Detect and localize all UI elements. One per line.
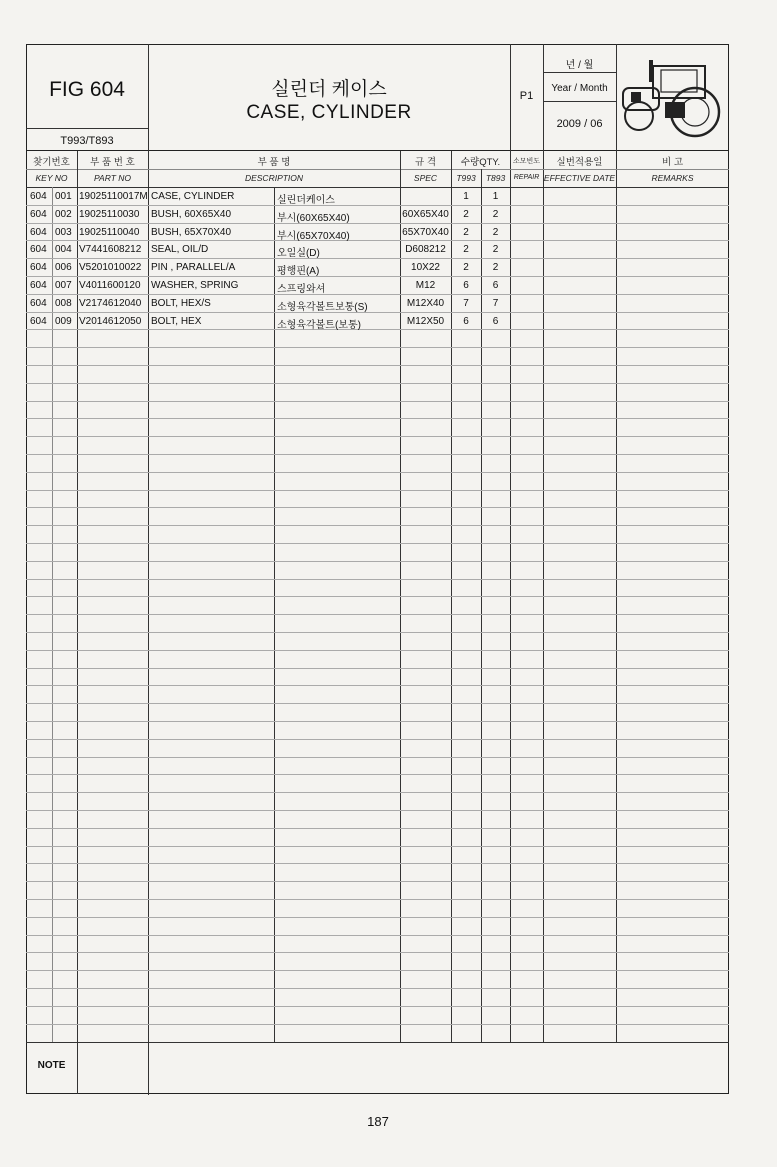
table-row bbox=[26, 242, 729, 260]
cell-q1: 2 bbox=[463, 226, 469, 238]
cell-q1: 2 bbox=[463, 262, 469, 274]
col-qty-ko: 수량QTY. bbox=[460, 157, 501, 168]
col-key-en: KEY NO bbox=[35, 173, 68, 183]
cell-q1: 7 bbox=[463, 297, 469, 309]
cell-fig: 604 bbox=[30, 315, 47, 327]
col-repair-ko: 소모빈도 bbox=[512, 158, 541, 165]
col-repair-en: REPAIR bbox=[513, 174, 540, 181]
col-qty-t993: T993 bbox=[456, 173, 476, 183]
row-rule bbox=[26, 792, 729, 793]
cell-key: 002 bbox=[55, 208, 72, 220]
row-rule bbox=[26, 525, 729, 526]
row-rule bbox=[26, 579, 729, 580]
cell-fig: 604 bbox=[30, 208, 47, 220]
cell-spec: 65X70X40 bbox=[402, 226, 449, 238]
table-row bbox=[26, 225, 729, 243]
col-remarks-ko: 비 고 bbox=[662, 157, 683, 168]
cell-part: V4011600120 bbox=[79, 280, 141, 291]
cell-spec: 10X22 bbox=[411, 262, 440, 274]
cell-ko: 실린더케이스 bbox=[277, 195, 335, 206]
cell-ko: 스프링와셔 bbox=[277, 284, 326, 295]
cell-spec: 60X65X40 bbox=[402, 208, 449, 220]
cell-part: 19025110017M bbox=[79, 191, 148, 202]
row-rule bbox=[26, 454, 729, 455]
col-effective-en: EFFECTIVE DATE bbox=[543, 173, 616, 183]
col-part-en: PART NO bbox=[94, 173, 131, 183]
col-key-ko: 찾기번호 bbox=[33, 157, 70, 168]
row-rule bbox=[26, 828, 729, 829]
table-row bbox=[26, 278, 729, 296]
table-row bbox=[26, 260, 729, 278]
cell-en: SEAL, OIL/D bbox=[151, 244, 209, 256]
year-month-label-ko: 년 / 월 bbox=[565, 60, 594, 71]
cell-part: V2174612040 bbox=[79, 297, 142, 309]
cell-ko: 소형육각볼트(보통) bbox=[277, 319, 361, 331]
figure-number: FIG 604 bbox=[49, 78, 125, 101]
col-spec-en: SPEC bbox=[413, 173, 438, 183]
cell-fig: 604 bbox=[30, 191, 47, 202]
row-rule bbox=[26, 472, 729, 473]
row-rule bbox=[26, 543, 729, 544]
cell-en: BUSH, 65X70X40 bbox=[151, 226, 232, 238]
cell-ko: 소형육각볼트보통(S) bbox=[277, 301, 368, 313]
title-english: CASE, CYLINDER bbox=[246, 102, 412, 123]
note-label: NOTE bbox=[37, 1060, 66, 1071]
row-rule bbox=[26, 917, 729, 918]
page-code: P1 bbox=[519, 90, 534, 102]
cell-q2: 2 bbox=[492, 244, 499, 256]
cell-ko: 부시(65X70X40) bbox=[277, 230, 350, 242]
cell-q1: 2 bbox=[463, 208, 469, 220]
cell-en: PIN , PARALLEL/A bbox=[151, 262, 236, 274]
cell-q2: 2 bbox=[492, 262, 499, 274]
row-rule bbox=[26, 418, 729, 419]
col-spec-ko: 규 격 bbox=[415, 157, 436, 168]
row-rule bbox=[26, 632, 729, 633]
cell-part: V5201010022 bbox=[79, 262, 142, 274]
cell-q2: 2 bbox=[492, 208, 499, 220]
cell-q1: 2 bbox=[463, 244, 469, 256]
tractor-icon bbox=[617, 46, 727, 148]
year-month-label-en: Year / Month bbox=[551, 83, 608, 94]
row-rule bbox=[26, 614, 729, 615]
cell-key: 004 bbox=[55, 244, 72, 256]
row-rule bbox=[26, 952, 729, 953]
cell-fig: 604 bbox=[30, 244, 47, 256]
row-rule bbox=[26, 774, 729, 775]
cell-spec: M12X50 bbox=[406, 315, 445, 327]
row-rule bbox=[26, 757, 729, 758]
col-effective-ko: 실번적용일 bbox=[556, 157, 603, 168]
cell-en: CASE, CYLINDER bbox=[151, 191, 235, 202]
row-rule bbox=[26, 668, 729, 669]
table-row bbox=[26, 207, 729, 225]
row-rule bbox=[26, 650, 729, 651]
cell-fig: 604 bbox=[30, 226, 47, 238]
row-rule bbox=[26, 685, 729, 686]
cell-fig: 604 bbox=[30, 297, 47, 309]
row-rule bbox=[26, 561, 729, 562]
cell-key: 008 bbox=[55, 297, 72, 309]
cell-key: 007 bbox=[55, 280, 72, 291]
col-desc-en: DESCRIPTION bbox=[244, 173, 304, 183]
row-rule bbox=[26, 596, 729, 597]
page-number: 187 bbox=[367, 1114, 389, 1129]
cell-en: WASHER, SPRING bbox=[151, 280, 239, 291]
cell-part: 19025110040 bbox=[79, 226, 140, 238]
col-part-ko: 부 품 번 호 bbox=[90, 157, 135, 168]
cell-ko: 평행핀(A) bbox=[277, 266, 320, 278]
title-korean: 실린더 케이스 bbox=[271, 79, 387, 100]
cell-en: BUSH, 60X65X40 bbox=[151, 208, 232, 220]
row-rule bbox=[26, 846, 729, 847]
row-rule bbox=[26, 988, 729, 989]
col-desc-ko: 부 품 명 bbox=[257, 157, 291, 168]
cell-part: V7441608212 bbox=[79, 244, 142, 256]
row-rule bbox=[26, 935, 729, 936]
row-rule bbox=[26, 1024, 729, 1025]
row-rule bbox=[26, 703, 729, 704]
cell-en: BOLT, HEX/S bbox=[151, 297, 211, 309]
cell-ko: 오일실(D) bbox=[277, 248, 320, 260]
cell-q1: 6 bbox=[463, 315, 469, 327]
row-rule bbox=[26, 490, 729, 491]
cell-fig: 604 bbox=[30, 280, 47, 291]
cell-key: 001 bbox=[55, 191, 72, 202]
table-row bbox=[26, 296, 729, 314]
cell-q2: 7 bbox=[492, 297, 499, 309]
cell-ko: 부시(60X65X40) bbox=[277, 212, 350, 224]
row-rule bbox=[26, 810, 729, 811]
cell-fig: 604 bbox=[30, 262, 47, 274]
cell-key: 006 bbox=[55, 262, 72, 274]
table-row bbox=[26, 189, 729, 207]
cell-q2: 6 bbox=[492, 280, 499, 291]
row-rule bbox=[26, 436, 729, 437]
row-rule bbox=[26, 721, 729, 722]
row-rule bbox=[26, 970, 729, 971]
year-month-value: 2009 / 06 bbox=[556, 118, 603, 130]
cell-q2: 6 bbox=[492, 315, 499, 327]
row-rule bbox=[26, 899, 729, 900]
cell-spec: D608212 bbox=[405, 244, 446, 256]
cell-key: 003 bbox=[55, 226, 72, 238]
cell-part: 19025110030 bbox=[79, 208, 140, 220]
cell-q2: 1 bbox=[492, 191, 499, 202]
cell-part: V2014612050 bbox=[79, 315, 142, 327]
cell-en: BOLT, HEX bbox=[151, 315, 202, 327]
cell-q1: 1 bbox=[463, 191, 469, 202]
row-rule bbox=[26, 881, 729, 882]
row-rule bbox=[26, 401, 729, 402]
col-qty-t893: T893 bbox=[485, 173, 506, 183]
cell-spec: M12X40 bbox=[406, 297, 445, 309]
cell-key: 009 bbox=[55, 315, 72, 327]
col-remarks-en: REMARKS bbox=[651, 173, 694, 183]
cell-q2: 2 bbox=[492, 226, 499, 238]
cell-q1: 6 bbox=[463, 280, 469, 291]
model-codes: T993/T893 bbox=[60, 135, 114, 147]
row-rule bbox=[26, 1006, 729, 1007]
row-rule bbox=[26, 365, 729, 366]
row-rule bbox=[26, 507, 729, 508]
cell-spec: M12 bbox=[415, 280, 436, 291]
row-rule bbox=[26, 739, 729, 740]
row-rule bbox=[26, 383, 729, 384]
row-rule bbox=[26, 347, 729, 348]
row-rule bbox=[26, 863, 729, 864]
table-row bbox=[26, 314, 729, 332]
